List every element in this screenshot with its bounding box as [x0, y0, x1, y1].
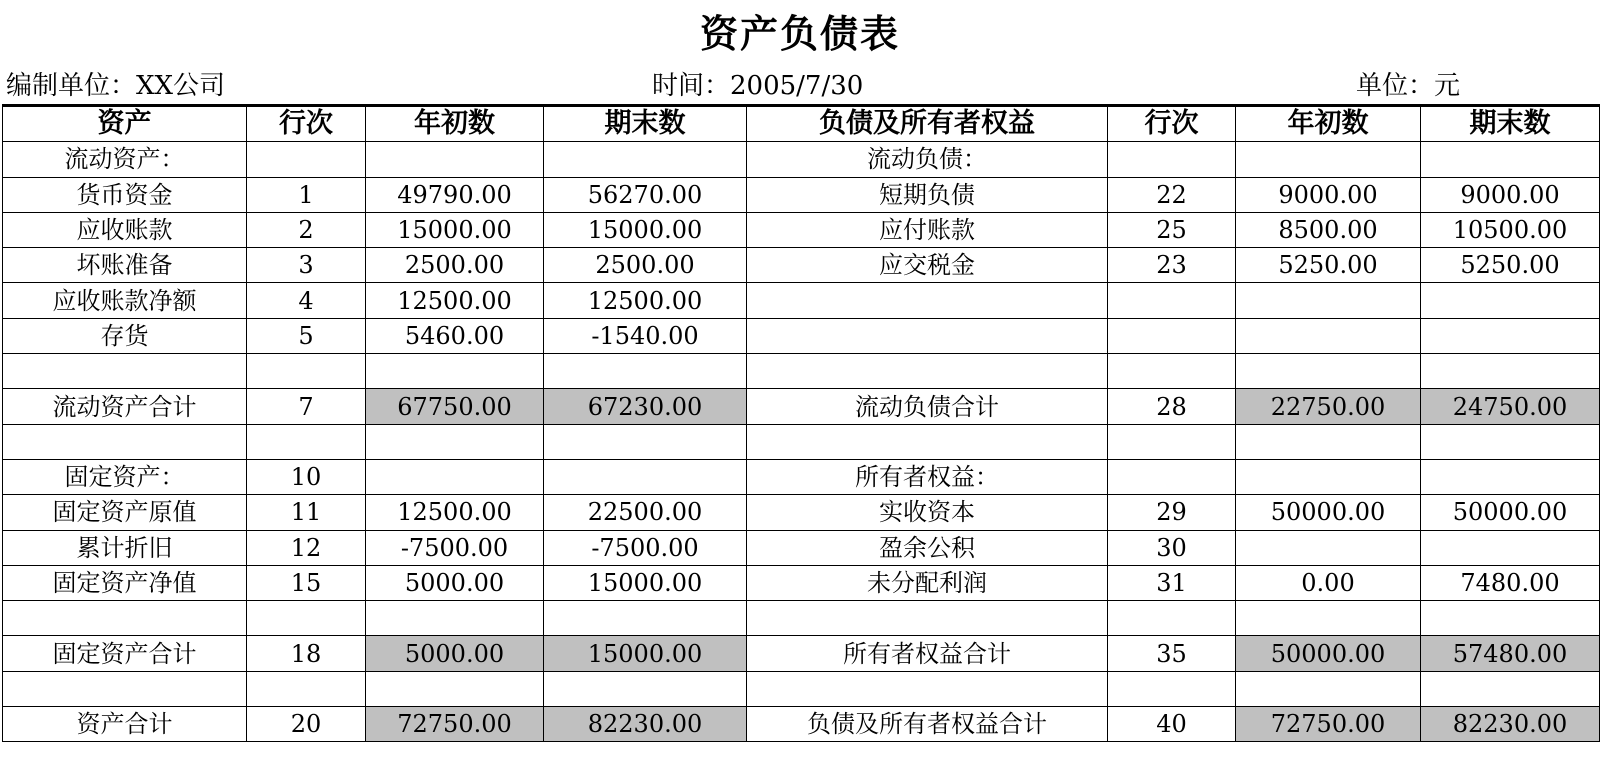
- table-cell: 9000.00: [1421, 177, 1600, 212]
- table-cell: [1236, 671, 1421, 706]
- table-row-total: [3, 389, 1600, 424]
- table-cell: 盈余公积: [747, 530, 1108, 565]
- table-row-blank: [3, 671, 1600, 706]
- header-cell: 年初数: [366, 106, 544, 142]
- table-row-blank: [3, 601, 1600, 636]
- table-cell: [1236, 354, 1421, 389]
- table-cell: 货币资金: [3, 177, 247, 212]
- table-cell: 2: [247, 212, 366, 247]
- table-cell: 0.00: [1236, 565, 1421, 600]
- table-cell: 所有者权益合计: [747, 636, 1108, 671]
- table-cell: [747, 318, 1108, 353]
- header-cell: 期末数: [544, 106, 747, 142]
- table-cell: 5: [247, 318, 366, 353]
- table-cell: 15000.00: [544, 565, 747, 600]
- table-cell: 负债及所有者权益合计: [747, 707, 1108, 742]
- table-cell: [1108, 601, 1236, 636]
- table-row-item: [3, 212, 1600, 247]
- table-cell: 57480.00: [1421, 636, 1600, 671]
- table-cell: [366, 601, 544, 636]
- table-cell: 12500.00: [544, 283, 747, 318]
- table-row-blank: [3, 354, 1600, 389]
- table-cell: [544, 424, 747, 459]
- table-cell: [366, 671, 544, 706]
- table-cell: 56270.00: [544, 177, 747, 212]
- table-cell: 12500.00: [366, 495, 544, 530]
- table-row-item: [3, 495, 1600, 530]
- table-cell: 10500.00: [1421, 212, 1600, 247]
- table-cell: [1421, 671, 1600, 706]
- table-cell: 10: [247, 459, 366, 494]
- table-cell: [3, 601, 247, 636]
- table-cell: [747, 354, 1108, 389]
- table-cell: 固定资产净值: [3, 565, 247, 600]
- table-cell: [1236, 601, 1421, 636]
- table-cell: 49790.00: [366, 177, 544, 212]
- table-cell: 20: [247, 707, 366, 742]
- table-cell: 31: [1108, 565, 1236, 600]
- table-cell: [1421, 601, 1600, 636]
- table-cell: 流动负债合计: [747, 389, 1108, 424]
- table-cell: [1108, 283, 1236, 318]
- table-cell: 12: [247, 530, 366, 565]
- table-cell: 4: [247, 283, 366, 318]
- table-cell: [1421, 283, 1600, 318]
- table-cell: 67750.00: [366, 389, 544, 424]
- table-cell: 流动资产：: [3, 142, 247, 177]
- table-cell: 流动负债：: [747, 142, 1108, 177]
- table-cell: 应收账款净额: [3, 283, 247, 318]
- table-cell: 2500.00: [366, 248, 544, 283]
- table-cell: 11: [247, 495, 366, 530]
- table-cell: 实收资本: [747, 495, 1108, 530]
- table-cell: 15: [247, 565, 366, 600]
- table-cell: [1236, 283, 1421, 318]
- table-cell: 82230.00: [544, 707, 747, 742]
- table-cell: 存货: [3, 318, 247, 353]
- table-cell: [1421, 318, 1600, 353]
- table-cell: 25: [1108, 212, 1236, 247]
- table-cell: [1236, 459, 1421, 494]
- table-cell: 短期负债: [747, 177, 1108, 212]
- table-cell: 2500.00: [544, 248, 747, 283]
- table-cell: [3, 354, 247, 389]
- table-cell: 固定资产合计: [3, 636, 247, 671]
- table-cell: 40: [1108, 707, 1236, 742]
- unit-label: 单位：元: [1356, 71, 1461, 101]
- table-cell: 12500.00: [366, 283, 544, 318]
- table-cell: 15000.00: [544, 212, 747, 247]
- table-cell: [544, 354, 747, 389]
- table-cell: -7500.00: [544, 530, 747, 565]
- header-cell: 负债及所有者权益: [747, 106, 1108, 142]
- table-cell: 29: [1108, 495, 1236, 530]
- table-cell: [247, 424, 366, 459]
- header-cell: 年初数: [1236, 106, 1421, 142]
- table-body: [3, 142, 1600, 742]
- table-cell: [366, 424, 544, 459]
- table-cell: [1108, 459, 1236, 494]
- table-cell: 7: [247, 389, 366, 424]
- date-label: 时间：2005/7/30: [652, 71, 864, 101]
- table-cell: 22750.00: [1236, 389, 1421, 424]
- table-row-item: [3, 177, 1600, 212]
- table-cell: 流动资产合计: [3, 389, 247, 424]
- table-cell: 5000.00: [366, 636, 544, 671]
- table-cell: 应收账款: [3, 212, 247, 247]
- table-cell: 8500.00: [1236, 212, 1421, 247]
- table-cell: 22: [1108, 177, 1236, 212]
- table-cell: [247, 671, 366, 706]
- header-cell: 行次: [247, 106, 366, 142]
- table-row-item: [3, 248, 1600, 283]
- table-cell: [366, 142, 544, 177]
- table-cell: 15000.00: [366, 212, 544, 247]
- table-cell: [247, 354, 366, 389]
- table-row-blank: [3, 424, 1600, 459]
- table-row-section: [3, 459, 1600, 494]
- table-cell: 82230.00: [1421, 707, 1600, 742]
- header-cell: 行次: [1108, 106, 1236, 142]
- table-cell: [3, 671, 247, 706]
- table-cell: 50000.00: [1236, 636, 1421, 671]
- table-cell: 累计折旧: [3, 530, 247, 565]
- balance-sheet-table: [2, 104, 1600, 742]
- table-cell: -7500.00: [366, 530, 544, 565]
- table-cell: [1236, 530, 1421, 565]
- header-cell: 期末数: [1421, 106, 1600, 142]
- table-cell: [366, 354, 544, 389]
- table-cell: [747, 283, 1108, 318]
- table-cell: 72750.00: [366, 707, 544, 742]
- table-cell: 30: [1108, 530, 1236, 565]
- table-cell: [544, 459, 747, 494]
- table-cell: 9000.00: [1236, 177, 1421, 212]
- table-cell: 坏账准备: [3, 248, 247, 283]
- table-cell: 固定资产：: [3, 459, 247, 494]
- table-cell: 35: [1108, 636, 1236, 671]
- table-cell: [1236, 424, 1421, 459]
- table-row-total: [3, 636, 1600, 671]
- table-cell: [1421, 424, 1600, 459]
- table-cell: 未分配利润: [747, 565, 1108, 600]
- table-cell: -1540.00: [544, 318, 747, 353]
- table-cell: 5000.00: [366, 565, 544, 600]
- table-cell: [1108, 142, 1236, 177]
- table-cell: 3: [247, 248, 366, 283]
- table-cell: 23: [1108, 248, 1236, 283]
- table-cell: 应交税金: [747, 248, 1108, 283]
- table-row-section: [3, 142, 1600, 177]
- table-cell: [747, 671, 1108, 706]
- table-cell: [1421, 354, 1600, 389]
- table-cell: 67230.00: [544, 389, 747, 424]
- org-label: 编制单位：XX公司: [6, 71, 226, 101]
- table-cell: 15000.00: [544, 636, 747, 671]
- header-cell: 资产: [3, 106, 247, 142]
- table-cell: 22500.00: [544, 495, 747, 530]
- table-cell: [1108, 318, 1236, 353]
- table-cell: 资产合计: [3, 707, 247, 742]
- table-cell: [747, 601, 1108, 636]
- table-cell: 应付账款: [747, 212, 1108, 247]
- table-cell: [1108, 354, 1236, 389]
- table-cell: [1108, 424, 1236, 459]
- table-cell: [544, 142, 747, 177]
- table-cell: 28: [1108, 389, 1236, 424]
- table-cell: 50000.00: [1421, 495, 1600, 530]
- table-cell: 1: [247, 177, 366, 212]
- table-row-total: [3, 707, 1600, 742]
- report-title: 资产负债表: [699, 12, 900, 56]
- table-cell: 50000.00: [1236, 495, 1421, 530]
- table-cell: [1236, 142, 1421, 177]
- table-cell: 18: [247, 636, 366, 671]
- table-row-item: [3, 530, 1600, 565]
- table-cell: [1421, 530, 1600, 565]
- table-cell: 所有者权益：: [747, 459, 1108, 494]
- table-cell: [1236, 318, 1421, 353]
- table-cell: 72750.00: [1236, 707, 1421, 742]
- table-cell: 5250.00: [1421, 248, 1600, 283]
- table-cell: [1421, 459, 1600, 494]
- table-cell: 固定资产原值: [3, 495, 247, 530]
- table-cell: [747, 424, 1108, 459]
- table-cell: [3, 424, 247, 459]
- table-cell: [247, 142, 366, 177]
- table-cell: [544, 671, 747, 706]
- table-cell: 5250.00: [1236, 248, 1421, 283]
- table-cell: [1108, 671, 1236, 706]
- table-cell: [247, 601, 366, 636]
- table-row-item: [3, 318, 1600, 353]
- table-row-item: [3, 565, 1600, 600]
- table-cell: [366, 459, 544, 494]
- table-cell: 24750.00: [1421, 389, 1600, 424]
- table-row-item: [3, 283, 1600, 318]
- header-row: [3, 106, 1600, 142]
- table-cell: [544, 601, 747, 636]
- table-cell: 7480.00: [1421, 565, 1600, 600]
- table-cell: 5460.00: [366, 318, 544, 353]
- table-cell: [1421, 142, 1600, 177]
